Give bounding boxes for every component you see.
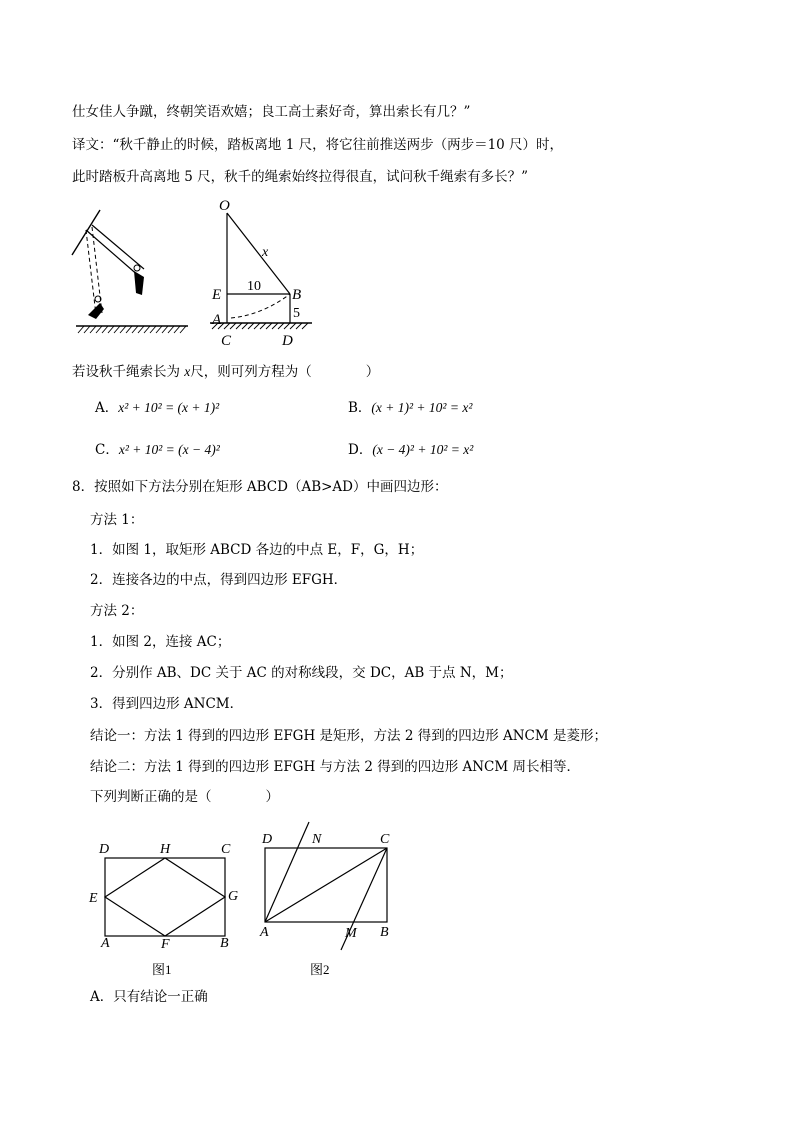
translation-line-2: 此时踏板升高离地 5 尺，秋千的绳索始终拉得很直，试问秋千绳索有多长？” (72, 169, 529, 185)
fig2-label-N: N (312, 832, 322, 847)
q8-m2-step1: 1．如图 2，连接 AC； (90, 634, 231, 650)
q8-m1-step1: 1．如图 1，取矩形 ABCD 各边的中点 E，F，G，H； (90, 542, 424, 558)
q8-judge: 下列判断正确的是（ ） (90, 789, 279, 805)
q8-conclusion-2: 结论二：方法 1 得到的四边形 EFGH 与方法 2 得到的四边形 ANCM 周长相等． (90, 759, 581, 775)
q8-stem: 8．按照如下方法分别在矩形 ABCD（AB>AD）中画四边形： (72, 479, 448, 495)
poem-line: 仕女佳人争蹴，终朝笑语欢嬉；良工高士素好奇，算出索长有几？” (72, 104, 471, 120)
q7-option-c-text: x² + 10² = (x − 4)² (118, 442, 220, 457)
q7-option-b-letter: B． (348, 400, 372, 416)
label-10: 10 (247, 279, 261, 294)
figure-2 (255, 818, 405, 983)
fig1-label-F: F (161, 937, 170, 952)
q7-option-d[interactable] (348, 441, 473, 459)
label-A: A (212, 312, 222, 328)
fig1-label-H: H (160, 842, 171, 857)
q8-option-a[interactable]: A．只有结论一正确 (90, 989, 208, 1005)
q8-m2-step3: 3．得到四边形 ANCM． (90, 696, 244, 712)
q8-m1-step2: 2．连接各边的中点，得到四边形 EFGH． (90, 572, 348, 588)
fig2-label-C: C (380, 832, 390, 847)
q7-option-a[interactable] (95, 399, 219, 417)
fig1-label-E: E (89, 891, 98, 906)
q7-option-c[interactable] (95, 441, 220, 459)
q7-stem-var: x (184, 364, 191, 379)
q8-method1-title: 方法 1： (90, 512, 144, 528)
q7-option-d-text: (x − 4)² + 10² = x² (372, 442, 474, 457)
q7-stem-prefix: 若设秋千绳索长为 (72, 364, 185, 380)
fig2-caption: 图2 (310, 962, 330, 977)
fig1-label-C: C (221, 842, 231, 857)
q7-option-d-letter: D． (348, 442, 373, 458)
fig2-label-M: M (345, 926, 357, 941)
q7-option-b[interactable] (348, 399, 472, 417)
q7-option-a-text: x² + 10² = (x + 1)² (118, 400, 220, 415)
label-O: O (219, 198, 230, 214)
fig1-label-A: A (101, 936, 110, 951)
swing-geometry-diagram (200, 195, 320, 350)
q7-option-c-letter: C． (95, 442, 119, 458)
fig1-label-B: B (220, 936, 229, 951)
fig1-label-G: G (228, 889, 239, 904)
fig1-label-D: D (99, 842, 110, 857)
label-D: D (282, 333, 293, 349)
fig2-label-D: D (262, 832, 273, 847)
q8-conclusion-1: 结论一：方法 1 得到的四边形 EFGH 是矩形，方法 2 得到的四边形 ANCM 是菱形； (90, 728, 608, 744)
fig2-label-B: B (380, 925, 389, 940)
q7-option-b-text: (x + 1)² + 10² = x² (371, 400, 473, 415)
fig1-caption: 图1 (152, 962, 172, 977)
label-x: x (262, 245, 269, 260)
q7-option-a-letter: A． (95, 400, 119, 416)
q7-stem (72, 363, 379, 381)
swing-illustration (70, 205, 195, 335)
label-5: 5 (293, 306, 300, 321)
q8-m2-step2: 2．分别作 AB、DC 关于 AC 的对称线段，交 DC，AB 于点 N，M； (90, 665, 513, 681)
q7-stem-suffix: 尺，则可列方程为（ ） (190, 364, 380, 380)
label-C: C (221, 333, 232, 349)
label-E: E (212, 287, 222, 303)
q8-method2-title: 方法 2： (90, 603, 144, 619)
translation-line-1: 译文：“秋千静止的时候，踏板离地 1 尺，将它往前推送两步（两步＝10 尺）时， (72, 137, 564, 153)
fig2-label-A: A (260, 925, 269, 940)
label-B: B (292, 287, 302, 303)
figure-1 (85, 838, 250, 980)
